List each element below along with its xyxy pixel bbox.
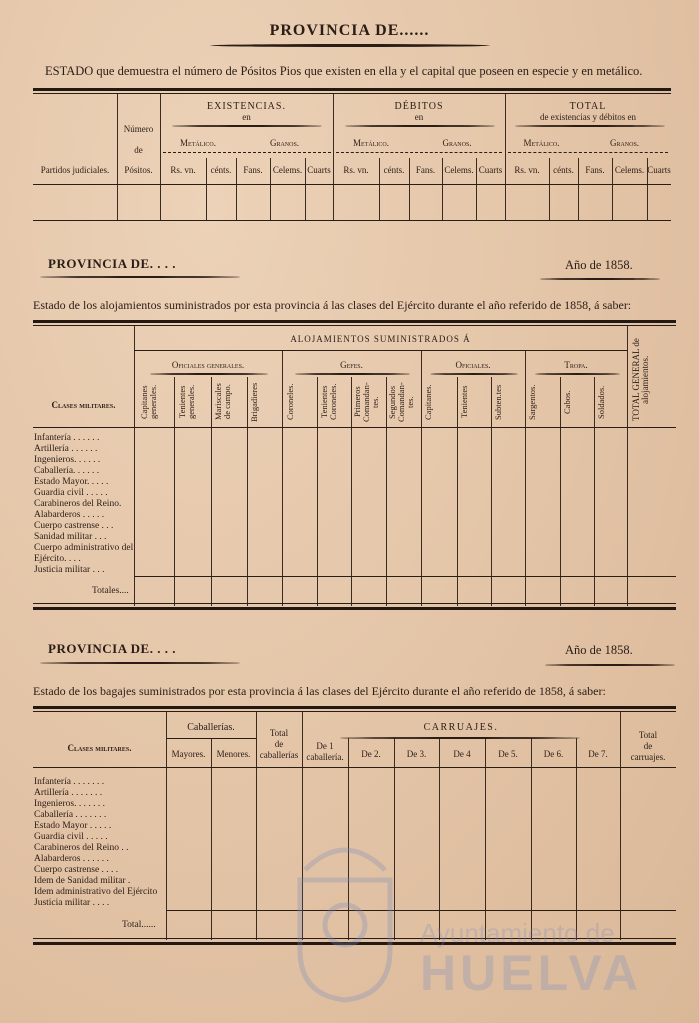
col-soldados: Soldados. <box>596 385 606 419</box>
row-cuerpo-administrativo: Cuerpo administrativo del <box>34 543 134 553</box>
row-artilleria: Artillería . . . . . . <box>34 444 98 454</box>
col-de-5: De 5. <box>498 749 518 759</box>
section2-provincia: PROVINCIA DE. . . . <box>48 256 176 271</box>
oficiales: Oficiales. <box>455 360 491 370</box>
col-cabos: Cabos. <box>562 390 572 414</box>
col-tenientes-coroneles: Tenientes Coroneles. <box>319 383 338 421</box>
col-cents: cénts. <box>210 165 232 175</box>
row-ingenieros: Ingenieros. . . . . . . <box>34 799 105 809</box>
metalico-3: Metálico. <box>523 138 560 148</box>
gefes: Gefes. <box>340 360 363 370</box>
row-guardia-civil: Guardia civil . . . . . <box>34 488 108 498</box>
row-caballeria: Caballería . . . . . . . <box>34 810 107 820</box>
granos-3: Granos. <box>609 138 640 148</box>
col-capitanes: Capitanes. <box>423 384 433 420</box>
row-caballeria: Caballería. . . . . . <box>34 466 100 476</box>
col-mariscales: Mariscales de campo. <box>213 383 232 421</box>
oficiales-generales: Oficiales generales. <box>171 360 245 370</box>
row-estado-mayor: Estado Mayor. . . . . <box>34 477 109 487</box>
col-primeros-comandantes: Primeros Comandan- tes. <box>352 382 380 422</box>
col-tenientes-generales: Tenientes generales. <box>177 384 196 420</box>
partidos-header: Partidos judiciales. <box>40 165 110 175</box>
row-justicia-militar: Justicia militar . . . . <box>34 898 110 908</box>
row-artilleria: Artillería . . . . . . . <box>34 788 103 798</box>
col-fans: Fans. <box>415 165 436 175</box>
col-fans: Fans. <box>585 165 605 175</box>
totales-label: Totales.... <box>92 586 129 596</box>
row-justicia-militar: Justicia militar . . . <box>34 565 105 575</box>
tropa: Tropa. <box>564 360 588 370</box>
metalico-1: Metálico. <box>180 138 216 148</box>
debitos-title: DÉBITOS <box>394 101 444 112</box>
numero-header-2: de <box>134 145 143 155</box>
row-carabineros: Carabineros del Reino . . <box>34 843 129 853</box>
carruajes-header: CARRUAJES. <box>423 722 499 733</box>
section2-anio: Año de 1858. <box>565 258 633 272</box>
metalico-2: Metálico. <box>353 138 389 148</box>
row-sanidad-militar: Idem de Sanidad militar . <box>34 876 131 886</box>
col-celems: Celems. <box>444 165 474 175</box>
row-guardia-civil: Guardia civil . . . . . <box>34 832 108 842</box>
total-sub: de existencias y débitos en <box>540 112 636 122</box>
col-de-3: De 3. <box>406 749 427 759</box>
clases-militares-2: Clases militares. <box>51 400 116 410</box>
col-sargentos: Sargentos. <box>527 384 537 420</box>
caballerias-header: Caballerías. <box>187 722 235 733</box>
col-de-1: De 1 caballería. <box>306 741 344 762</box>
total-carr-1: Total <box>638 730 658 740</box>
col-cuarts: Cuarts <box>478 165 503 175</box>
col-cents: cénts. <box>383 165 405 175</box>
granos-1: Granos. <box>269 138 300 148</box>
table1-top-rule <box>33 88 671 91</box>
row-cuerpo-castrense: Cuerpo castrense . . . . <box>34 865 119 875</box>
col-coroneles: Coroneles. <box>285 383 295 421</box>
col-rs: Rs. vn. <box>170 165 196 175</box>
total-carr-2: de <box>643 741 653 751</box>
total-carr-3: carruajes. <box>630 752 666 762</box>
clases-militares-3: Clases militares. <box>67 743 132 753</box>
col-fans: Fans. <box>243 165 263 175</box>
menores-header: Menores. <box>216 749 251 759</box>
col-de-2: De 2. <box>361 749 381 759</box>
section1-description: ESTADO que demuestra el número de Pósitos Pios que existen en ella y el capital que poseen en especie y en metálico. <box>45 64 643 78</box>
section3-anio: Año de 1858. <box>565 643 633 657</box>
col-capitanes-generales: Capitanes generales. <box>139 384 158 420</box>
col-de-4: De 4 <box>453 749 471 759</box>
total-cab-1: Total <box>269 728 289 738</box>
col-de-7: De 7. <box>588 749 608 759</box>
col-tenientes: Tenientes <box>459 385 469 419</box>
total-general-alojamientos: TOTAL GENERAL de alojamientos. <box>631 338 650 422</box>
mayores-header: Mayores. <box>171 749 206 759</box>
col-cents: cénts. <box>553 165 574 175</box>
row-alabarderos: Alabarderos . . . . . . <box>34 854 109 864</box>
section1-title: PROVINCIA DE...... <box>269 22 430 39</box>
col-rs: Rs. vn. <box>343 165 369 175</box>
watermark-line1: Ayuntamiento de <box>420 918 615 948</box>
total-cab-3: caballerías <box>259 750 299 760</box>
row-administrativo: Idem administrativo del Ejército <box>34 887 158 897</box>
col-segundos-comandantes: Segundos Comandan- tes. <box>387 382 415 422</box>
row-ingenieros: Ingenieros. . . . . . <box>34 455 101 465</box>
row-estado-mayor: Estado Mayor . . . . . <box>34 821 112 831</box>
col-rs: Rs. vn. <box>514 165 540 175</box>
col-celems: Celems. <box>272 165 303 175</box>
section3-description: Estado de los bagajes suministrados por esta provincia á las clases del Ejército durante el año referido de 1858, á saber: <box>33 684 606 698</box>
row-ejercito: Ejército. . . . <box>34 554 81 564</box>
section2-description: Estado de los alojamientos suministrados por esta provincia á las clases del Ejército durante el año referido de 1858, á saber: <box>33 298 632 312</box>
total-label: Total...... <box>122 920 156 930</box>
row-carabineros: Carabineros del Reino. <box>34 499 122 509</box>
coat-of-arms-watermark <box>290 830 400 1005</box>
watermark-line2: HUELVA <box>420 945 643 1001</box>
total-cab-2: de <box>274 739 284 749</box>
col-de-6: De 6. <box>543 749 564 759</box>
section3-provincia: PROVINCIA DE. . . . <box>48 641 176 656</box>
row-infanteria: Infantería . . . . . . <box>34 433 100 443</box>
col-subtenientes: Subten.tes <box>493 384 503 420</box>
numero-header-3: Pósitos. <box>124 165 153 175</box>
col-cuarts: Cuarts <box>307 165 331 175</box>
debitos-sub: en <box>414 112 424 122</box>
row-sanidad-militar: Sanidad militar . . . <box>34 532 107 542</box>
numero-header-1: Número <box>123 124 154 134</box>
col-brigadieres: Brigadieres <box>249 382 259 422</box>
granos-2: Granos. <box>442 138 472 148</box>
total-title: TOTAL <box>569 101 607 112</box>
existencias-sub: en <box>242 112 251 122</box>
row-cuerpo-castrense: Cuerpo castrense . . . <box>34 521 114 531</box>
col-celems: Celems. <box>614 165 645 175</box>
row-alabarderos: Alabarderos . . . . . <box>34 510 105 520</box>
title-ornament <box>210 44 490 47</box>
existencias-title: EXISTENCIAS. <box>207 101 286 112</box>
row-infanteria: Infantería . . . . . . . <box>34 777 105 787</box>
alojamientos-header: ALOJAMIENTOS SUMINISTRADOS Á <box>290 334 471 344</box>
col-cuarts: Cuarts <box>647 165 671 175</box>
